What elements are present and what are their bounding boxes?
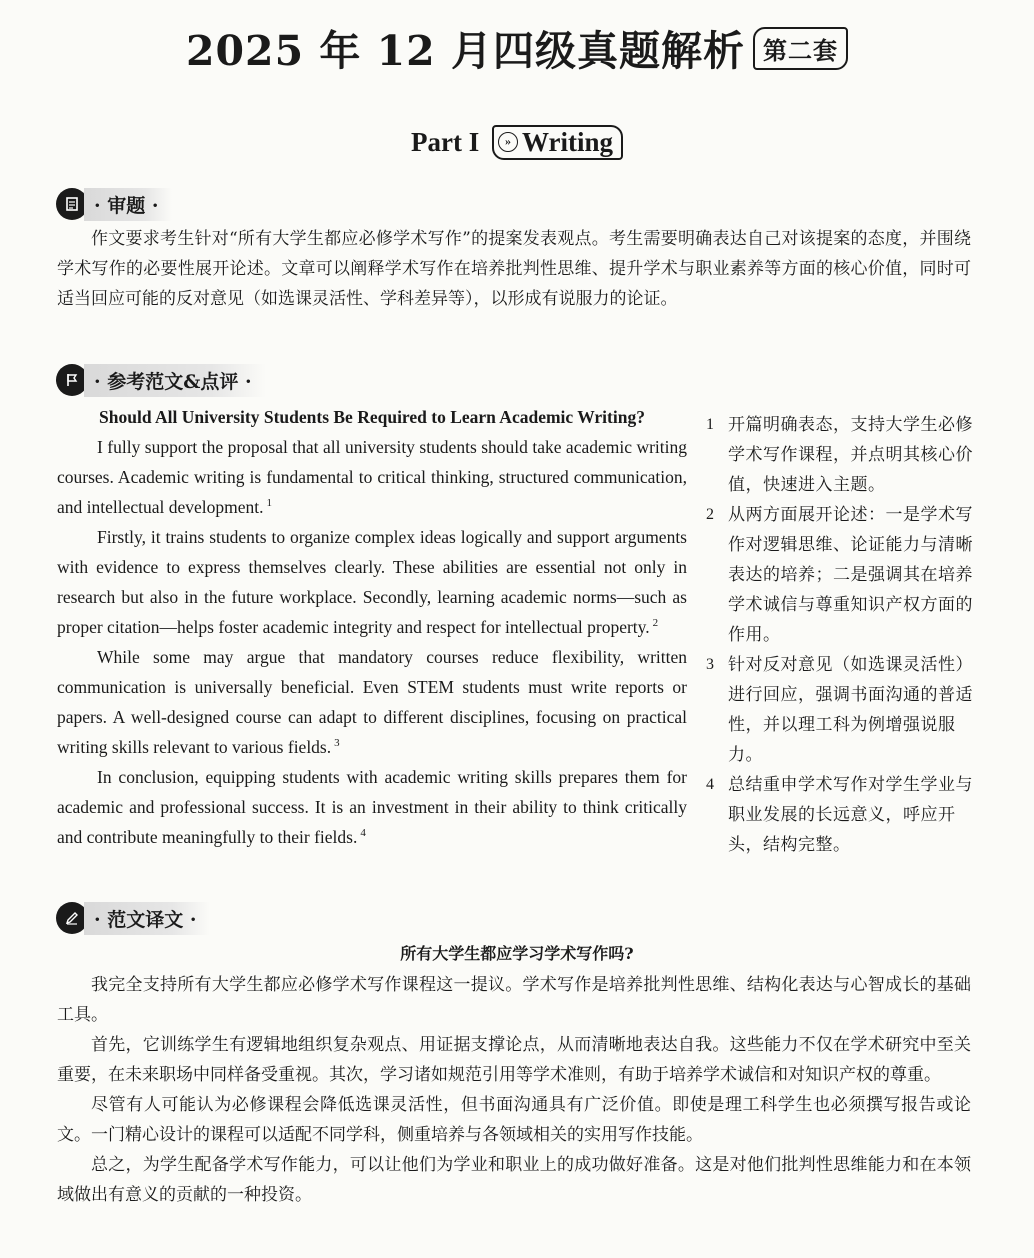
part-heading — [0, 125, 1034, 160]
note-number: 2 — [706, 506, 714, 523]
note-number: 1 — [706, 416, 714, 433]
footnote-mark: 2 — [652, 617, 659, 630]
essay-title: Should All University Students Be Required to Learn Academic Writing? — [99, 407, 645, 427]
essay-paragraph — [57, 642, 687, 762]
essay-paragraph-text: Firstly, it trains students to organize complex ideas logically and support arguments with evidence to express themselves clearly. These abilities are essential not only in research but also in the future workplace. Secondly, learning academic norms—such as proper citation—helps foster academic integrity and respect for intellectual property. — [57, 527, 687, 637]
translation-paragraph: 我完全支持所有大学生都应必修学术写作课程这一提议。学术写作是培养批判性思维、结构化表达与心智成长的基础工具。 — [57, 975, 971, 1025]
essay-paragraph — [57, 432, 687, 522]
note-number: 3 — [706, 656, 714, 673]
part-name-box — [492, 125, 623, 160]
set-badge: 第二套 — [753, 27, 848, 70]
section-label: · 范文译文 · — [84, 902, 210, 935]
section-label: · 审题 · — [84, 188, 172, 221]
note-item — [706, 410, 974, 500]
note-text: 总结重申学术写作对学生学业与职业发展的长远意义，呼应开头，结构完整。 — [728, 775, 973, 855]
translation-text — [57, 970, 971, 1210]
section-header-review — [56, 188, 172, 220]
essay-paragraph — [57, 522, 687, 642]
title-text: 2025 年 12 月四级真题解析 — [186, 27, 745, 75]
section-header-translation — [56, 902, 210, 934]
note-item — [706, 650, 974, 770]
translation-paragraph: 首先，它训练学生有逻辑地组织复杂观点、用证据支撑论点，从而清晰地表达自我。这些能力不仅在学术研究中至关重要，在未来职场中同样备受重视。其次，学习诸如规范引用等学术准则，有助于培养学术诚信和对知识产权的尊重。 — [57, 1035, 971, 1085]
chevron-right-icon: » — [498, 132, 518, 152]
section-label: · 参考范文&点评 · — [84, 364, 266, 397]
translation-paragraph: 尽管有人可能认为必修课程会降低选课灵活性，但书面沟通具有广泛价值。即使是理工科学生也必须撰写报告或论文。一门精心设计的课程可以适配不同学科，侧重培养与各领域相关的实用写作技能。 — [57, 1095, 971, 1145]
note-text: 开篇明确表态，支持大学生必修学术写作课程，并点明其核心价值，快速进入主题。 — [728, 415, 973, 495]
commentary-notes — [706, 410, 974, 860]
part-name: Writing — [521, 127, 613, 157]
note-text: 针对反对意见（如选课灵活性）进行回应，强调书面沟通的普适性，并以理工科为例增强说服力。 — [728, 655, 973, 765]
review-text — [57, 224, 971, 314]
translation-paragraph: 总之，为学生配备学术写作能力，可以让他们为学业和职业上的成功做好准备。这是对他们批判性思维能力和在本领域做出有意义的贡献的一种投资。 — [57, 1155, 971, 1205]
essay-paragraph — [57, 762, 687, 852]
essay-paragraph-text: While some may argue that mandatory courses reduce flexibility, written communication is universally beneficial. Even STEM students must write reports or papers. A well-designed course can adapt to different disciplines, focusing on practical writing skills relevant to various fields. — [57, 647, 687, 757]
note-text: 从两方面展开论述：一是学术写作对逻辑思维、论证能力与清晰表达的培养；二是强调其在培养学术诚信与尊重知识产权方面的作用。 — [728, 505, 973, 645]
essay-paragraph-text: In conclusion, equipping students with academic writing skills prepares them for academic and professional success. It is an investment in their ability to think critically and contribute meaningfully to their fields. — [57, 767, 687, 847]
translation-title: 所有大学生都应学习学术写作吗? — [400, 944, 634, 963]
part-label: Part I — [411, 127, 480, 157]
footnote-mark: 4 — [360, 827, 366, 840]
review-paragraph: 作文要求考生针对“所有大学生都应必修学术写作”的提案发表观点。考生需要明确表达自己对该提案的态度，并围绕学术写作的必要性展开论述。文章可以阐释学术写作在培养批判性思维、提升学术与职业素养等方面的核心价值，同时可适当回应可能的反对意见（如选课灵活性、学科差异等），以形成有说服力的论证。 — [57, 229, 971, 309]
sample-essay — [57, 402, 687, 852]
note-item — [706, 770, 974, 860]
note-item — [706, 500, 974, 650]
essay-paragraph-text: I fully support the proposal that all university students should take academic writing courses. Academic writing is fundamental to critical thinking, structured communication, and intellectual development. — [57, 437, 687, 517]
page-title — [0, 18, 1034, 77]
footnote-mark: 1 — [266, 497, 273, 510]
note-number: 4 — [706, 776, 714, 793]
footnote-mark: 3 — [334, 737, 340, 750]
section-header-sample — [56, 364, 266, 396]
